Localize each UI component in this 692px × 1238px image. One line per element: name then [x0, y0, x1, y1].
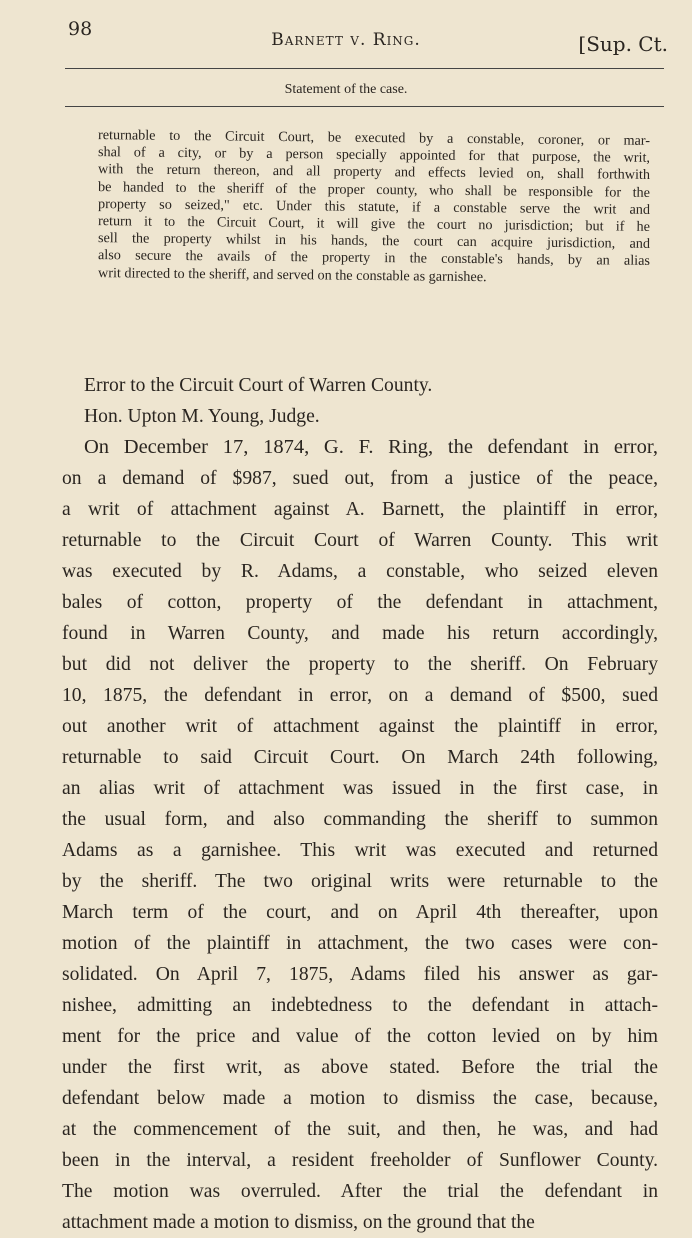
text-line: but did not deliver the property to the sheriff. On February: [62, 654, 658, 675]
text-line: The motion was overruled. After the trial the defendant in: [62, 1181, 658, 1202]
text-line: defendant below made a motion to dismiss the case, because,: [62, 1088, 658, 1109]
text-line: also secure the avails of the property in the constable's hands, by an alias: [97, 247, 651, 270]
text-line: bales of cotton, property of the defendant in attachment,: [62, 592, 658, 613]
text-line: return it to the Circuit Court, it will give the court no jurisdiction; but if he: [97, 213, 651, 235]
main-text: [62, 370, 658, 1238]
text-line: found in Warren County, and made his return accordingly,: [62, 623, 658, 644]
court-label: [Sup. Ct.: [578, 32, 668, 56]
text-line: with the return thereon, and all property and effects levied on, shall forthwith: [97, 161, 651, 184]
text-line: property so seized," etc. Under this statute, if a constable serve the writ and: [97, 195, 651, 218]
text-line: motion of the plaintiff in attachment, the two cases were con-: [62, 933, 658, 954]
footnote-block: [97, 127, 651, 285]
text-line: Error to the Circuit Court of Warren County.: [84, 375, 433, 396]
text-line: an alias writ of attachment was issued in the first case, in: [62, 778, 658, 799]
running-title: Barnett v. Ring.: [271, 30, 421, 50]
text-line: March term of the court, and on April 4th thereafter, upon: [62, 902, 658, 923]
text-line: solidated. On April 7, 1875, Adams filed his answer as gar-: [62, 964, 658, 985]
text-line: on a demand of $987, sued out, from a justice of the peace,: [62, 468, 658, 489]
text-line: On December 17, 1874, G. F. Ring, the defendant in error,: [84, 436, 658, 458]
text-line: under the first writ, as above stated. Before the trial the: [62, 1057, 658, 1078]
text-line: returnable to the Circuit Court, be executed by a constable, coroner, or mar-: [97, 127, 651, 149]
text-line: a writ of attachment against A. Barnett, the plaintiff in error,: [62, 499, 658, 520]
text-line: Adams as a garnishee. This writ was executed and returned: [62, 840, 658, 861]
text-line: ment for the price and value of the cotton levied on by him: [62, 1026, 658, 1047]
text-line: attachment made a motion to dismiss, on the ground that the: [62, 1212, 535, 1233]
text-line: at the commencement of the suit, and then, he was, and had: [62, 1119, 658, 1140]
text-line: be handed to the sheriff of the proper county, who shall be responsible for the: [97, 178, 651, 201]
text-line: writ directed to the sheriff, and served on the constable as garnishee.: [97, 264, 487, 285]
text-line: been in the interval, a resident freeholder of Sunflower County.: [62, 1150, 658, 1171]
section-rule: [65, 106, 664, 107]
text-line: 10, 1875, the defendant in error, on a demand of $500, sued: [62, 685, 658, 706]
text-line: sell the property whilst in his hands, the court can acquire jurisdiction, and: [97, 230, 651, 253]
header-rule: [65, 68, 664, 69]
page-number: 98: [68, 18, 93, 40]
text-line: was executed by R. Adams, a constable, who seized eleven: [62, 561, 658, 582]
text-line: by the sheriff. The two original writs were returnable to the: [62, 871, 658, 892]
text-line: Hon. Upton M. Young, Judge.: [84, 406, 320, 427]
text-line: shal of a city, or by a person specially appointed for that purpose, the writ,: [97, 144, 651, 167]
text-line: the usual form, and also commanding the sheriff to summon: [62, 809, 658, 830]
text-line: out another writ of attachment against the plaintiff in error,: [62, 716, 658, 737]
text-line: returnable to said Circuit Court. On March 24th following,: [62, 747, 658, 768]
section-heading: Statement of the case.: [284, 82, 408, 97]
text-line: nishee, admitting an indebtedness to the defendant in attach-: [62, 995, 658, 1016]
text-line: returnable to the Circuit Court of Warren County. This writ: [62, 530, 658, 551]
